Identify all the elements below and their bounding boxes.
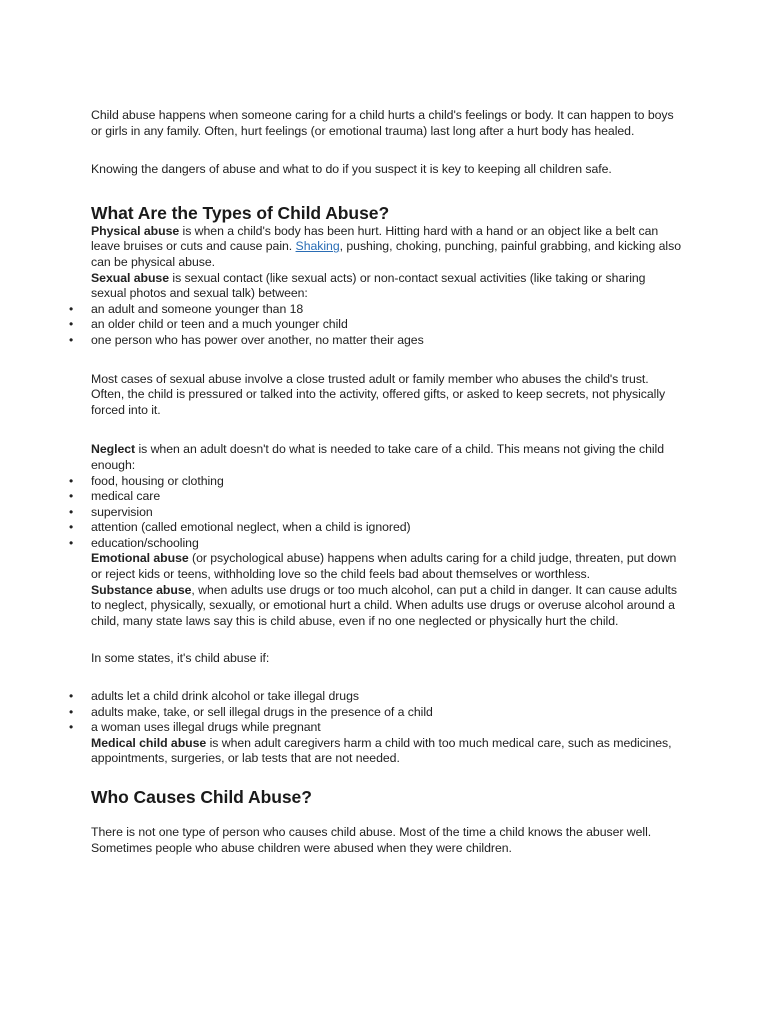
list-item [69, 720, 681, 736]
list-item [69, 689, 681, 705]
causes-paragraph: There is not one type of person who causes child abuse. Most of the time a child knows the abuser well. Sometimes people who abuse children were abused when they were children. [91, 825, 652, 855]
emotional-abuse-text: (or psychological abuse) happens when adults caring for a child judge, threaten, put down or reject kids or teens, withholding love so the child feels bad about themselves or worthless. [91, 551, 677, 582]
bullet-icon: • [69, 720, 74, 735]
causes-heading: Who Causes Child Abuse? [91, 787, 312, 807]
states-list [69, 689, 681, 736]
states-intro: In some states, it's child abuse if: [91, 651, 270, 666]
medical-abuse-paragraph [91, 736, 681, 767]
bullet-icon: • [69, 301, 74, 316]
types-heading: What Are the Types of Child Abuse? [91, 202, 390, 223]
substance-abuse-term: Substance abuse [91, 582, 192, 597]
sexual-abuse-paragraph [91, 271, 681, 302]
neglect-list [69, 473, 681, 552]
sexual-abuse-list [69, 301, 681, 349]
physical-abuse-term: Physical abuse [91, 223, 180, 238]
list-item [69, 489, 681, 505]
list-item-text: a woman uses illegal drugs while pregnant [91, 720, 321, 735]
physical-abuse-text-b: , pushing, choking, punching, painful grabbing, and kicking also can be physical abuse. [91, 239, 681, 269]
neglect-text: is when an adult doesn't do what is needed to take care of a child. This means not giving the child enough: [91, 442, 665, 472]
bullet-icon: • [69, 332, 74, 347]
physical-abuse-paragraph [91, 224, 681, 271]
substance-abuse-text: , when adults use drugs or too much alcohol, can put a child in danger. It can cause adults to neglect, physically, sexually, or emotional hurt a child. When adults use drugs or overuse alcohol around a child, many state laws say this is child abuse, even if no one neglected or physically hurt the child. [91, 582, 677, 628]
bullet-icon: • [69, 317, 74, 332]
list-item [69, 504, 681, 521]
sexual-abuse-term: Sexual abuse [91, 270, 170, 285]
bullet-icon: • [69, 504, 74, 519]
list-item-text: supervision [91, 504, 153, 519]
list-item-text: an adult and someone younger than 18 [91, 301, 304, 316]
list-item [69, 332, 681, 349]
shaking-link[interactable]: Shaking [295, 239, 340, 254]
emotional-abuse-paragraph [91, 551, 681, 582]
bullet-icon: • [69, 704, 74, 719]
list-item [69, 535, 681, 552]
list-item [69, 473, 681, 490]
list-item-text: education/schooling [91, 535, 199, 550]
list-item-text: attention (called emotional neglect, when a child is ignored) [91, 520, 411, 535]
list-item-text: adults let a child drink alcohol or take illegal drugs [91, 689, 359, 704]
neglect-term: Neglect [91, 442, 136, 457]
medical-abuse-text: is when adult caregivers harm a child with too much medical care, such as medicines, appointments, surgeries, or lab tests that are not needed. [91, 735, 672, 766]
list-item [69, 520, 681, 536]
list-item [69, 317, 681, 333]
bullet-icon: • [69, 520, 74, 535]
substance-abuse-paragraph [91, 583, 681, 630]
article-body [69, 108, 681, 856]
bullet-icon: • [69, 535, 74, 550]
list-item-text: medical care [91, 489, 161, 504]
list-item [69, 301, 681, 318]
sexual-abuse-note: Most cases of sexual abuse involve a close trusted adult or family member who abuses the child's trust. Often, the child is pressured or talked into the activity, offered gifts, or asked to keep secrets, not physically forced into it. [91, 371, 666, 417]
sexual-abuse-text: is sexual contact (like sexual acts) or non-contact sexual activities (like taking or sharing sexual photos and sexual talk) between: [91, 270, 646, 301]
intro-paragraph: Child abuse happens when someone caring for a child hurts a child's feelings or body. It can happen to boys or girls in any family. Often, hurt feelings (or emotional trauma) last long after a hurt body has healed. [91, 108, 674, 138]
bullet-icon: • [69, 489, 74, 504]
list-item-text: adults make, take, or sell illegal drugs in the presence of a child [91, 704, 433, 719]
list-item-text: food, housing or clothing [91, 473, 224, 488]
medical-abuse-term: Medical child abuse [91, 735, 207, 750]
bullet-icon: • [69, 473, 74, 488]
list-item-text: one person who has power over another, no matter their ages [91, 332, 424, 347]
emotional-abuse-term: Emotional abuse [91, 551, 189, 566]
physical-abuse-text-a: is when a child's body has been hurt. Hitting hard with a hand or an object like a belt can leave bruises or cuts and cause pain. [91, 223, 659, 254]
list-item [69, 704, 681, 721]
intro-paragraph-safety: Knowing the dangers of abuse and what to do if you suspect it is key to keeping all children safe. [91, 162, 612, 177]
bullet-icon: • [69, 689, 74, 704]
list-item-text: an older child or teen and a much younger child [91, 317, 348, 332]
neglect-paragraph [91, 442, 681, 473]
